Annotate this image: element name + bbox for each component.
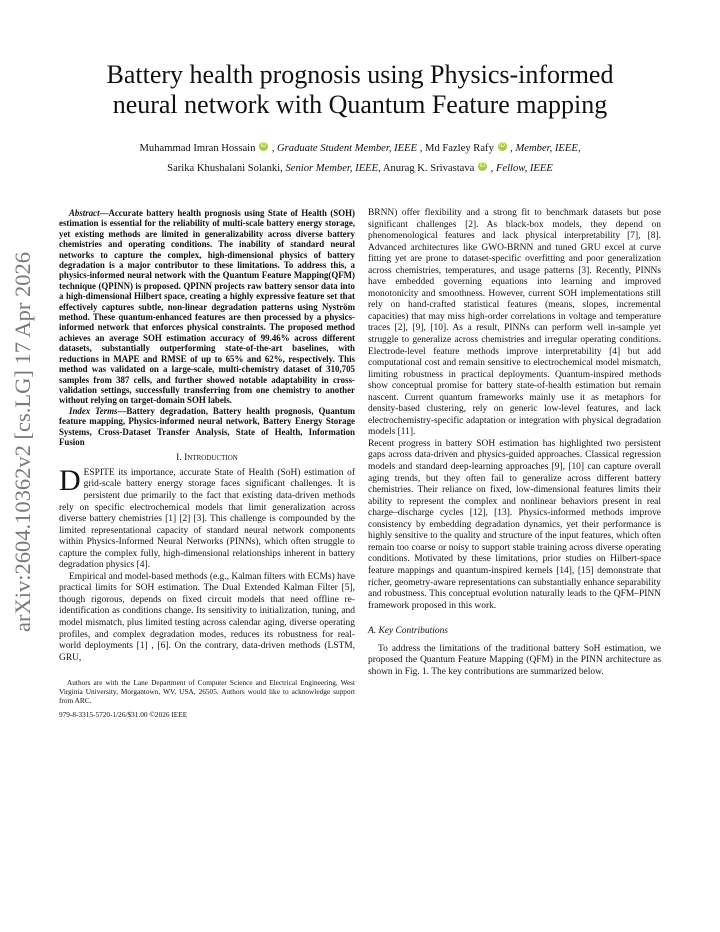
orcid-icon[interactable]: iD	[499, 143, 505, 149]
abstract	[59, 208, 355, 406]
author-line-2	[55, 159, 665, 179]
arxiv-identifier: arXiv:2604.10362v2 [cs.LG] 17 Apr 2026	[10, 252, 35, 632]
subsection-heading-key-contributions: A. Key Contributions	[368, 626, 448, 637]
author-name: Anurag K. Srivastava	[380, 163, 475, 174]
author-role: , Fellow, IEEE	[488, 163, 553, 174]
index-terms-text: —Battery degradation, Battery health prognosis, Quantum feature mapping, Physics-informed neural network, Battery Energy Storage Systems, Cross-Dataset Transfer Analysis, State of Health, Information Fusion	[59, 405, 356, 447]
left-column	[59, 208, 355, 719]
abstract-label: Abstract	[69, 208, 100, 218]
copyright-notice: 979-8-3315-5720-1/26/$31.00 ©2026 IEEE	[59, 710, 188, 720]
section-heading-introduction: I. Introduction	[176, 452, 238, 464]
author-name: Muhammad Imran Hossain	[139, 143, 256, 154]
affiliation-footnote: Authors are with the Lane Department of Computer Science and Electrical Engineering, West Virginia University, Morgantown, WV, USA, 26505. Authors would like to acknowledge support from ARC.	[59, 678, 355, 706]
index-terms-label: Index Terms	[69, 405, 118, 416]
right-column	[368, 208, 661, 678]
author-line-1	[55, 139, 665, 159]
author-role: , Member, IEEE,	[507, 143, 581, 154]
author-name: , Md Fazley Rafy	[417, 143, 494, 154]
author-role: Senior Member, IEEE,	[285, 163, 381, 174]
intro-paragraph-2: Empirical and model-based methods (e.g., Kalman filters with ECMs) have practical limits for SOH estimation. The Dual Extended Kalman Filter [5], though rigorous, depends on fixed circuit models that need offline re-identification as conditions change. Its sensitivity to initialization, tuning, and model mismatch, plus limited testing across calendar aging, diverse operating profiles, and complex degradation modes, reduces its robustness for real-world deployments [1] , [6]. On the contrary, data-driven methods (LSTM, GRU,	[59, 571, 355, 663]
title-line-1: Battery health prognosis using Physics-informed	[106, 60, 614, 89]
drop-cap: D	[59, 463, 81, 497]
body-paragraph-3: To address the limitations of the traditional battery SoH estimation, we proposed the Quantum Feature Mapping (QFM) in the PINN architecture as shown in Fig. 1. The key contributions are summarized below.	[368, 643, 661, 677]
author-name: Sarika Khushalani Solanki,	[167, 163, 286, 174]
index-terms	[59, 406, 355, 448]
title-line-2: neural network with Quantum Feature mapping	[112, 90, 608, 119]
author-list	[55, 139, 665, 179]
abstract-text: —Accurate battery health prognosis using State of Health (SOH) estimation is essential for the reliability of multi-scale battery energy storage, yet existing methods are limited in generalizability across diverse battery chemistries and operating conditions. The inability of standard neural networks to capture the complex, high-dimensional physics of battery degradation is a major contributor to these limitations. To address this, a physics-informed neural network with the Quantum Feature Mapping(QFM) technique (QPINN) is proposed. QPINN projects raw battery sensor data into a high-dimensional Hilbert space, creating a highly expressive feature set that effectively captures subtle, non-linear degradation patterns using Nyström method. These quantum-enhanced features are then processed by a physics-informed network that enforces physical constraints. The proposed method achieves an average SOH estimation accuracy of 99.46% across different datasets, substantially outperforming state-of-the-art baselines, with reductions in MAPE and RMSE of up to 65% and 62%, respectively. This method was validated on a large-scale, multi-chemistry dataset of 310,705 samples from 387 cells, and further showed notable adaptability in cross-validation settings, successfully transferring from one chemistry to another without relying on target-domain SOH labels.	[59, 208, 355, 406]
arxiv-sidebar	[6, 212, 40, 672]
orcid-icon[interactable]: iD	[479, 163, 486, 169]
intro-paragraph-1-text: ESPITE its importance, accurate State of Health (SoH) estimation of grid-scale battery energy storage faces significant challenges. It is persistent due primarily to the fact that existing data-driven methods rely on specific electrochemical models that limit generalization across diverse battery chemistries [1] [2] [3]. This challenge is compounded by the limited representational capacity of standard neural network components within Physics-Informed Neural Networks (PINNs), which often struggle to capture the complex fully, high-dimensional relationships inherent in battery degradation physics [4].	[59, 467, 355, 571]
intro-paragraph-1	[59, 463, 355, 572]
body-paragraph-2: Recent progress in battery SOH estimation has highlighted two persistent gaps across data-driven and physics-guided approaches. Classical regression models and standard deep-learning approaches [9], [10] can capture overall aging trends, but they often fail to generalize across different battery chemistries. Their reliance on fixed, low-dimensional features limits their ability to represent the complex and nonlinear behaviors present in real charge–discharge cycles [12], [13]. Physics-informed methods improve consistency by embedding degradation dynamics, yet their performance is highly sensitive to the quality and structure of the input features, which often remain too coarse or noisy to support stable training across diverse operating conditions. Motivated by these limitations, prior studies on Hilbert-space feature mappings and quantum-inspired kernels [14], [15] demonstrate that richer, geometry-aware representations can substantially enhance separability and robustness. This conceptual evolution naturally leads to the QFM–PINN framework proposed in this work.	[368, 438, 661, 611]
author-role: , Graduate Student Member, IEEE	[271, 143, 418, 154]
body-paragraph-1: BRNN) offer flexibility and a strong fit to benchmark datasets but pose significant challenges [2]. As black-box models, they depend on phenomenological features and lack physical interpretability [7], [8]. Advanced architectures like GWO-BRNN and tuned GRU excel at curve fitting yet are prone to dataset-specific overfitting and poor generalization across chemistries, temperatures, and usage patterns [3]. Recently, PINNs have embedded governing equations into learning and improved monotonicity and smoothness. However, current SOH implementations still rely on hand-crafted statistical features (means, slopes, incremental capacities) that may miss high-order correlations in voltage and temperature traces [2], [9], [10]. As a result, PINNs can perform well in-sample yet struggle to generalize across chemistries and irregular operating conditions. Electrode-level feature methods improve interpretability [4] but add computational cost and remain sensitive to electrochemical model mismatch, limiting robustness in practical deployments. Quantum-inspired methods show conceptual promise for battery state-of-health estimation but remain nascent. Current quantum frameworks mainly use it as metaphors for density-based clustering, rely on generic low-level features, and lack electrochemistry-specific adaptation or integration with physical degradation models [11].	[368, 208, 661, 438]
paper-title	[50, 60, 670, 120]
orcid-icon[interactable]: iD	[260, 143, 267, 149]
